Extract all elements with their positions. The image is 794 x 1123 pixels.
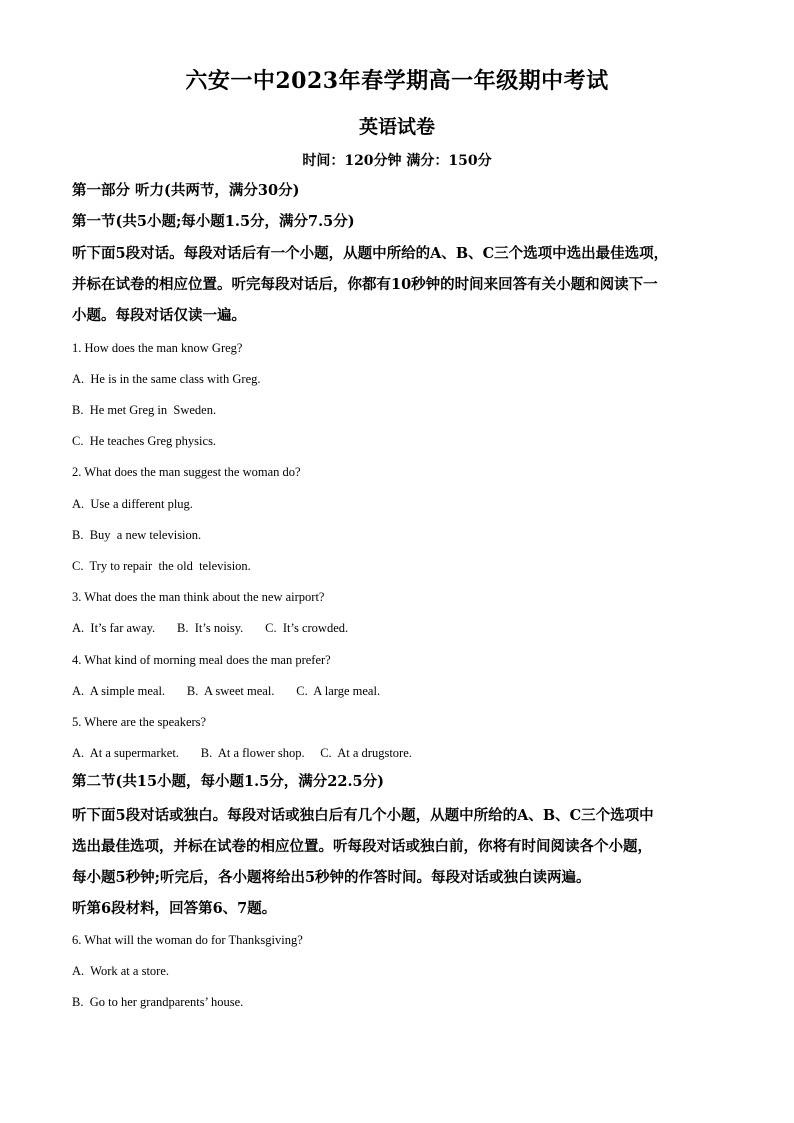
question-5-options: A. At a supermarket. B. At a flower shop. C. At a drugstore.: [72, 746, 412, 760]
material-6-heading: 听第6段材料，回答第6、7题。: [72, 900, 277, 917]
section2-instructions-line3: 每小题5秒钟;听完后，各小题将给出5秒钟的作答时间。每段对话或独白读两遍。: [72, 869, 591, 886]
part1-heading: 第一部分 听力(共两节，满分30分): [72, 182, 300, 199]
section1-instructions-line2: 并标在试卷的相应位置。听完每段对话后，你都有10秒钟的时间来回答有关小题和阅读下一: [72, 276, 658, 293]
question-6-option-b: B. Go to her grandparents’ house.: [72, 995, 244, 1009]
section2-heading: 第二节(共15小题，每小题1.5分，满分22.5分): [72, 773, 384, 790]
exam-time-info: 时间：120分钟 满分：150分: [302, 153, 492, 169]
section1-instructions-line3: 小题。每段对话仅读一遍。: [72, 307, 246, 324]
question-1-option-a: A. He is in the same class with Greg.: [72, 372, 261, 386]
question-6-option-a: A. Work at a store.: [72, 964, 170, 978]
question-3: 3. What does the man think about the new airport?: [72, 590, 325, 604]
question-2: 2. What does the man suggest the woman do?: [72, 465, 301, 479]
question-1: 1. How does the man know Greg?: [72, 341, 243, 355]
exam-subject: 英语试卷: [358, 116, 435, 138]
section1-heading: 第一节(共5小题;每小题1.5分，满分7.5分): [72, 213, 355, 230]
question-6: 6. What will the woman do for Thanksgiving?: [72, 933, 303, 947]
question-2-option-c: C. Try to repair the old television.: [72, 559, 251, 573]
question-1-option-b: B. He met Greg in Sweden.: [72, 403, 217, 417]
question-3-options: A. It’s far away. B. It’s noisy. C. It’s crowded.: [72, 621, 349, 635]
section2-instructions-line1: 听下面5段对话或独白。每段对话或独白后有几个小题，从题中所给的A、B、C三个选项中: [72, 807, 654, 824]
exam-title: 六安一中2023年春学期高一年级期中考试: [185, 68, 609, 94]
question-1-option-c: C. He teaches Greg physics.: [72, 434, 217, 448]
question-2-option-b: B. Buy a new television.: [72, 528, 202, 542]
question-5: 5. Where are the speakers?: [72, 715, 207, 729]
section1-instructions-line1: 听下面5段对话。每段对话后有一个小题，从题中所给的A、B、C三个选项中选出最佳选项，: [72, 245, 669, 262]
question-2-option-a: A. Use a different plug.: [72, 497, 193, 511]
question-4: 4. What kind of morning meal does the man prefer?: [72, 653, 331, 667]
question-4-options: A. A simple meal. B. A sweet meal. C. A large meal.: [72, 684, 381, 698]
section2-instructions-line2: 选出最佳选项，并标在试卷的相应位置。听每段对话或独白前，你将有时间阅读各个小题，: [72, 838, 652, 855]
